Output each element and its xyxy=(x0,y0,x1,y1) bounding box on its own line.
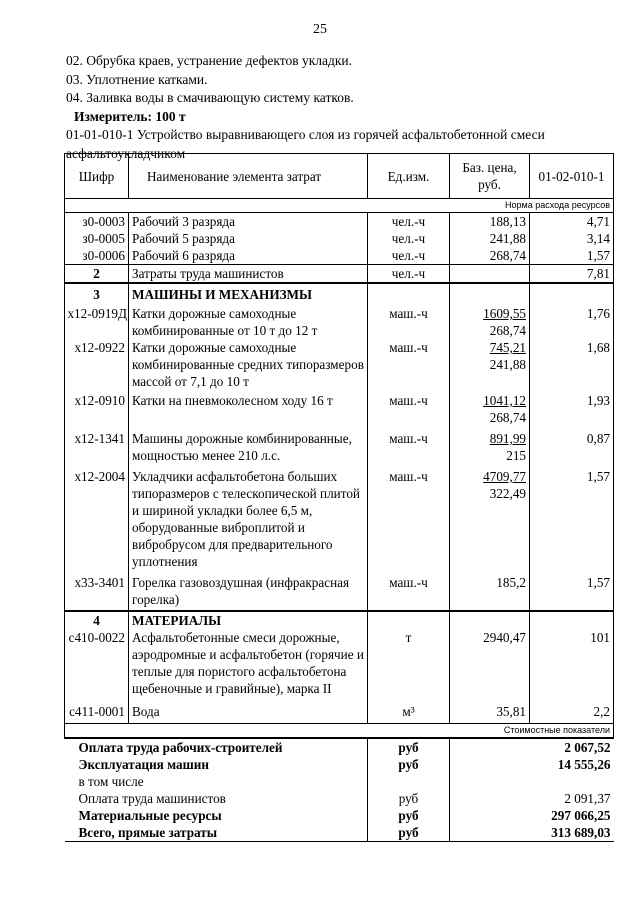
row-norm: 7,81 xyxy=(530,265,614,284)
header-unit: Ед.изм. xyxy=(368,154,450,199)
total-label: Эксплуатация машин xyxy=(78,757,209,772)
row-name: Машины дорожные комбинированные, мощностью менее 210 л.с. xyxy=(129,430,368,468)
section-number: 4 xyxy=(65,611,129,629)
page-number: 25 xyxy=(313,22,327,37)
price-labor: 268,74 xyxy=(489,323,526,338)
row-price: 268,74 xyxy=(450,247,530,265)
row-norm: 101 xyxy=(530,629,614,703)
total-value: 2 067,52 xyxy=(564,740,611,755)
row-name: Вода xyxy=(129,703,368,724)
step-04: 04. Заливка воды в смачивающую систему катков. xyxy=(66,90,354,106)
row-norm: 1,76 xyxy=(530,303,614,339)
row-unit: маш.-ч xyxy=(368,339,450,390)
row-code: з0-0005 xyxy=(65,230,129,247)
intro-text xyxy=(66,52,626,164)
row-unit: маш.-ч xyxy=(368,303,450,339)
row-code: з0-0003 xyxy=(65,213,129,231)
section-4-row xyxy=(65,611,614,629)
norm-caption-row xyxy=(65,199,614,213)
row-price xyxy=(450,468,530,574)
row-name: Горелка газовоздушная (инфракрасная горелка) xyxy=(129,574,368,611)
price-total: 891,99 xyxy=(489,431,526,446)
price-labor: 268,74 xyxy=(489,410,526,425)
header-norm: 01-02-010-1 xyxy=(530,154,614,199)
row-price: 188,13 xyxy=(450,213,530,231)
row-price: 35,81 xyxy=(450,703,530,724)
section-name: МАШИНЫ И МЕХАНИЗМЫ xyxy=(129,283,368,303)
row-unit: м³ xyxy=(368,703,450,724)
total-label: Материальные ресурсы xyxy=(78,808,222,823)
cost-caption-row xyxy=(65,724,614,739)
row-unit: маш.-ч xyxy=(368,430,450,468)
row-unit: маш.-ч xyxy=(368,468,450,574)
total-unit: руб xyxy=(368,824,450,842)
total-value: 297 066,25 xyxy=(551,808,611,823)
total-unit: руб xyxy=(368,807,450,824)
row-norm: 3,14 xyxy=(530,230,614,247)
total-row xyxy=(65,756,614,773)
total-row xyxy=(65,738,614,756)
total-unit xyxy=(368,773,450,790)
section-number: 2 xyxy=(65,265,129,284)
total-value xyxy=(450,773,614,790)
row-name: Рабочий 3 разряда xyxy=(129,213,368,231)
row-code: с410-0022 xyxy=(65,629,129,703)
row-code: с411-0001 xyxy=(65,703,129,724)
total-unit: руб xyxy=(368,790,450,807)
header-name: Наименование элемента затрат xyxy=(129,154,368,199)
row-norm: 1,57 xyxy=(530,574,614,611)
total-row xyxy=(65,790,614,807)
row-code: х33-3401 xyxy=(65,574,129,611)
row-unit: чел.-ч xyxy=(368,230,450,247)
step-02: 02. Обрубка краев, устранение дефектов укладки. xyxy=(66,53,353,68)
total-label: в том числе xyxy=(78,774,144,789)
measure-unit: Измеритель: 100 т xyxy=(74,108,186,124)
section-name: Затраты труда машинистов xyxy=(129,265,368,284)
table-row xyxy=(65,303,614,339)
table-row xyxy=(65,339,614,390)
section-3-row xyxy=(65,283,614,303)
header-price xyxy=(450,154,530,199)
total-row xyxy=(65,773,614,790)
section-2-row xyxy=(65,265,614,284)
row-norm: 1,57 xyxy=(530,468,614,574)
price-total: 1609,55 xyxy=(483,306,526,321)
row-norm: 1,68 xyxy=(530,339,614,390)
row-code: х12-1341 xyxy=(65,430,129,468)
row-unit: чел.-ч xyxy=(368,265,450,284)
price-total: 1041,12 xyxy=(483,393,526,408)
row-price: 241,88 xyxy=(450,230,530,247)
row-price xyxy=(450,390,530,430)
total-row xyxy=(65,807,614,824)
row-name: Катки дорожные самоходные комбинированные средних типоразмеров массой от 7,1 до 10 т xyxy=(129,339,368,390)
total-label: Всего, прямые затраты xyxy=(78,825,218,840)
step-03: 03. Уплотнение катками. xyxy=(66,71,208,87)
row-unit: т xyxy=(368,629,450,703)
row-name: Катки дорожные самоходные комбинированные от 10 т до 12 т xyxy=(129,303,368,339)
row-price xyxy=(450,430,530,468)
price-labor: 322,49 xyxy=(489,486,526,501)
table-row xyxy=(65,629,614,703)
total-value: 14 555,26 xyxy=(557,757,611,772)
row-name: Катки на пневмоколесном ходу 16 т xyxy=(129,390,368,430)
row-price: 2940,47 xyxy=(450,629,530,703)
total-value: 313 689,03 xyxy=(551,825,611,840)
row-name: Рабочий 6 разряда xyxy=(129,247,368,265)
row-norm: 4,71 xyxy=(530,213,614,231)
row-unit: чел.-ч xyxy=(368,213,450,231)
row-code: з0-0006 xyxy=(65,247,129,265)
total-label: Оплата труда машинистов xyxy=(78,791,226,806)
header-price-line1: Баз. цена, xyxy=(462,160,517,175)
price-labor: 241,88 xyxy=(489,357,526,372)
row-norm: 1,57 xyxy=(530,247,614,265)
table-row xyxy=(65,430,614,468)
price-total: 4709,77 xyxy=(483,469,526,484)
row-code: х12-0922 xyxy=(65,339,129,390)
norm-title-line1: 01-01-010-1 Устройство выравнивающего слоя из горячей асфальтобетонной смеси xyxy=(66,127,545,143)
row-unit: маш.-ч xyxy=(368,574,450,611)
resource-table xyxy=(64,153,614,842)
total-row xyxy=(65,824,614,842)
row-norm: 0,87 xyxy=(530,430,614,468)
row-name: Рабочий 5 разряда xyxy=(129,230,368,247)
row-price xyxy=(450,339,530,390)
row-code: х12-2004 xyxy=(65,468,129,574)
row-code: х12-0910 xyxy=(65,390,129,430)
header-code: Шифр xyxy=(65,154,129,199)
table-row xyxy=(65,703,614,724)
row-name: Асфальтобетонные смеси дорожные, аэродромные и асфальтобетон (горячие и теплые для пористого асфальтобетона щебеночные и гравийные), марка II xyxy=(129,629,368,703)
section-name: МАТЕРИАЛЫ xyxy=(129,611,368,629)
row-price xyxy=(450,303,530,339)
table-row xyxy=(65,390,614,430)
table-header xyxy=(65,154,614,199)
row-price: 185,2 xyxy=(450,574,530,611)
price-labor: 215 xyxy=(506,448,526,463)
row-norm: 1,93 xyxy=(530,390,614,430)
row-unit: чел.-ч xyxy=(368,247,450,265)
total-value: 2 091,37 xyxy=(564,791,611,806)
row-unit: маш.-ч xyxy=(368,390,450,430)
row-name: Укладчики асфальтобетона больших типоразмеров с телескопической плитой и шириной укладки более 6,5 м, оборудованные виброплитой и вибробрусом для предварительного уплотнения xyxy=(129,468,368,574)
norm-caption: Норма расхода ресурсов xyxy=(65,199,614,213)
table-row xyxy=(65,213,614,231)
norm-title-line2: асфальтоукладчиком xyxy=(66,145,186,161)
table-row xyxy=(65,468,614,574)
header-price-line2: руб. xyxy=(478,177,501,192)
total-unit: руб xyxy=(368,738,450,756)
total-unit: руб xyxy=(368,756,450,773)
row-code: х12-0919Д xyxy=(65,303,129,339)
cost-caption: Стоимостные показатели xyxy=(65,724,614,739)
table-row xyxy=(65,247,614,265)
section-number: 3 xyxy=(65,283,129,303)
price-total: 745,21 xyxy=(489,340,526,355)
table-row xyxy=(65,230,614,247)
table-row xyxy=(65,574,614,611)
total-label: Оплата труда рабочих-строителей xyxy=(78,740,283,755)
row-norm: 2,2 xyxy=(530,703,614,724)
